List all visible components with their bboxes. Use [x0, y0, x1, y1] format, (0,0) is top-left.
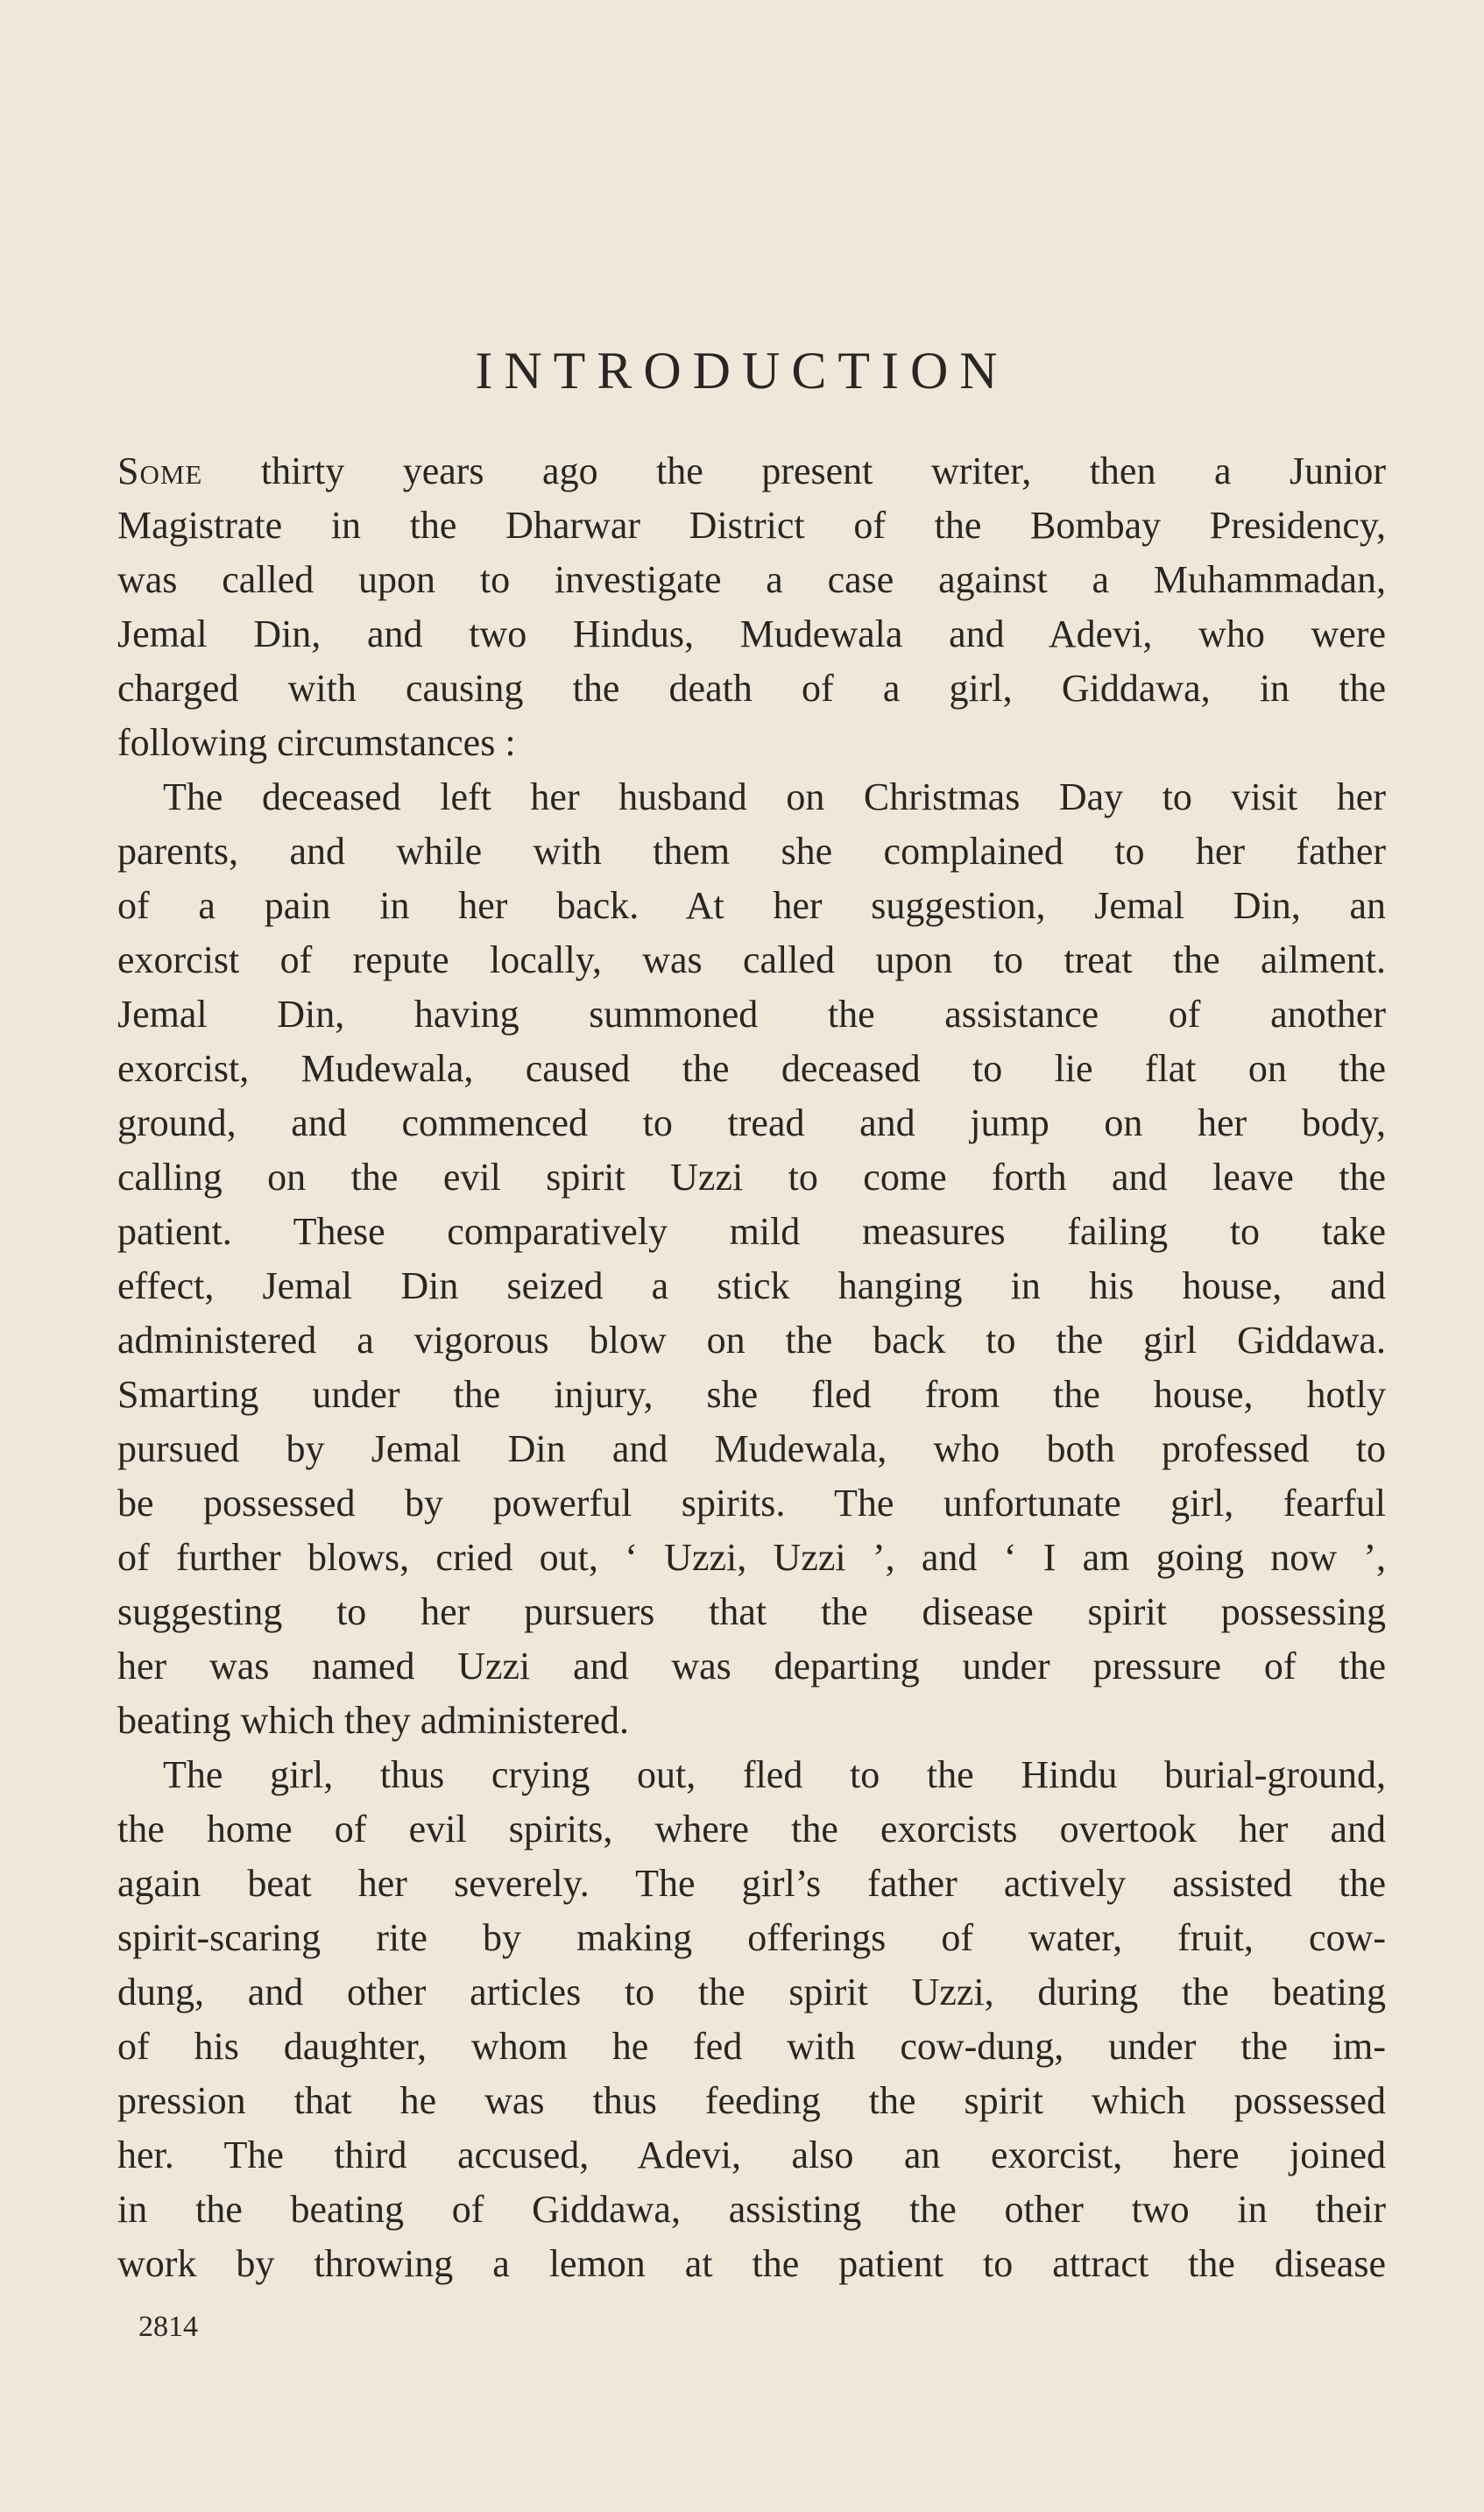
text-line: of a pain in her back. At her suggestion, Jemal Din, an: [117, 884, 1386, 927]
body-text: [117, 444, 1386, 2291]
text-line: administered a vigorous blow on the back to the girl Giddawa.: [117, 1319, 1386, 1362]
text-line: parents, and while with them she complained to her father: [117, 830, 1386, 873]
text-line-content: thirty years ago the present writer, then a Junior: [202, 449, 1386, 492]
text-line: dung, and other articles to the spirit Uzzi, during the beating: [117, 1971, 1386, 2013]
text-line: following circumstances :: [117, 721, 516, 764]
text-line: Smarting under the injury, she fled from the house, hotly: [117, 1373, 1386, 1416]
text-line: her. The third accused, Adevi, also an exorcist, here joined: [117, 2133, 1386, 2176]
text-line: effect, Jemal Din seized a stick hanging in his house, and: [117, 1264, 1386, 1307]
chapter-heading: INTRODUCTION: [475, 342, 1009, 400]
text-line: exorcist of repute locally, was called upon to treat the ailment.: [117, 938, 1386, 981]
text-line: of his daughter, whom he fed with cow-dung, under the im-: [117, 2025, 1386, 2068]
text-line: The girl, thus crying out, fled to the Hindu burial-ground,: [163, 1753, 1386, 1796]
text-line: again beat her severely. The girl’s father actively assisted the: [117, 1862, 1386, 1905]
text-line: Magistrate in the Dharwar District of the Bombay Presidency,: [117, 504, 1386, 547]
text-line: exorcist, Mudewala, caused the deceased to lie flat on the: [117, 1047, 1386, 1090]
text-line: [117, 444, 1386, 499]
text-line: the home of evil spirits, where the exorcists overtook her and: [117, 1808, 1386, 1850]
text-line: Jemal Din, and two Hindus, Mudewala and Adevi, who were: [117, 612, 1386, 655]
text-line: Jemal Din, having summoned the assistance of another: [117, 993, 1386, 1036]
text-line: be possessed by powerful spirits. The unfortunate girl, fearful: [117, 1482, 1386, 1525]
text-line: suggesting to her pursuers that the disease spirit possessing: [117, 1590, 1386, 1633]
text-line: charged with causing the death of a girl, Giddawa, in the: [117, 667, 1386, 710]
text-line: beating which they administered.: [117, 1699, 630, 1742]
signature-mark: 2814: [138, 2310, 198, 2343]
text-line: of further blows, cried out, ‘ Uzzi, Uzzi ’, and ‘ I am going now ’,: [117, 1536, 1386, 1579]
text-line: work by throwing a lemon at the patient to attract the disease: [117, 2242, 1386, 2285]
text-line: her was named Uzzi and was departing under pressure of the: [117, 1645, 1386, 1688]
text-line: calling on the evil spirit Uzzi to come forth and leave the: [117, 1156, 1386, 1199]
text-line: ground, and commenced to tread and jump on her body,: [117, 1101, 1386, 1144]
text-line: pursued by Jemal Din and Mudewala, who both professed to: [117, 1427, 1386, 1470]
text-line: in the beating of Giddawa, assisting the other two in their: [117, 2188, 1386, 2231]
opening-word: Some: [117, 449, 203, 492]
text-line: patient. These comparatively mild measures failing to take: [117, 1210, 1386, 1253]
text-line: pression that he was thus feeding the spirit which possessed: [117, 2079, 1386, 2122]
text-line: The deceased left her husband on Christmas Day to visit her: [163, 775, 1386, 818]
text-line: was called upon to investigate a case against a Muhammadan,: [117, 558, 1386, 601]
text-line: spirit-scaring rite by making offerings of water, fruit, cow-: [117, 1916, 1386, 1959]
